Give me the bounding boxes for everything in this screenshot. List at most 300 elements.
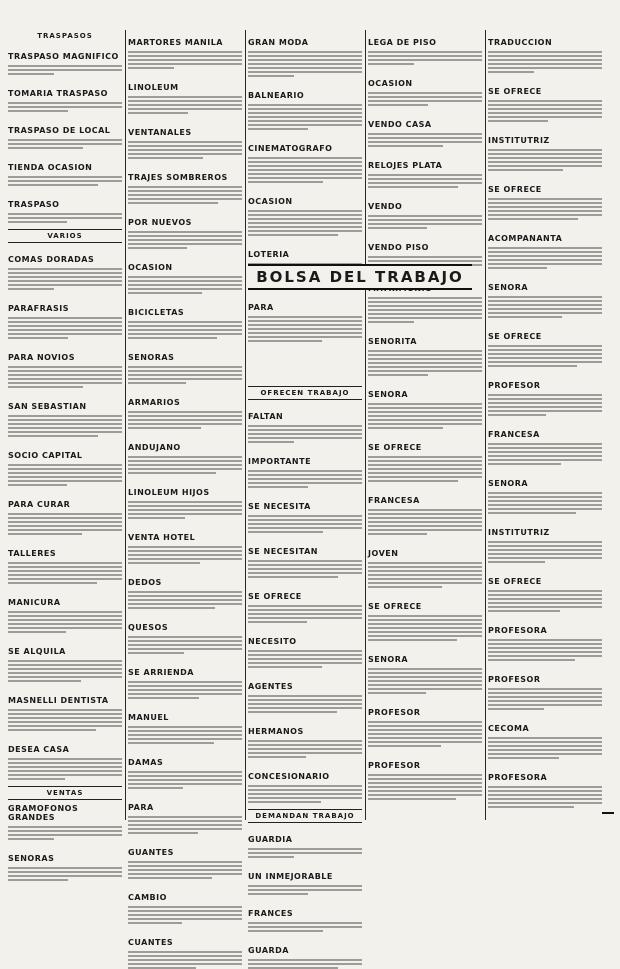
ad-text-line	[248, 926, 362, 928]
ad-lead-text: ARMARIOS	[128, 398, 181, 407]
ad-lead-text: GRAMOFONOS GRANDES	[8, 804, 79, 822]
ad-lead-text: SE OFRECE	[488, 577, 542, 586]
ad-text-line	[248, 340, 322, 342]
ad-text-line	[368, 141, 482, 143]
ad-lead-text: GUARDA	[248, 946, 289, 955]
ad-text-line	[128, 427, 201, 429]
ad-text-line	[128, 370, 242, 372]
ad-text-line	[368, 297, 482, 299]
ad-text-line	[248, 214, 362, 216]
ad-text-line	[368, 411, 482, 413]
classified-ad	[248, 764, 362, 803]
ad-text-line	[488, 55, 602, 57]
ad-lead-text: SE NECESITAN	[248, 547, 318, 556]
ad-text-line	[488, 308, 602, 310]
classified-ad	[368, 753, 482, 800]
ad-text-line	[488, 545, 602, 547]
ad-lead-text: SE OFRECE	[488, 332, 542, 341]
ad-lead-text: NECESITO	[248, 637, 297, 646]
ad-text-line	[488, 459, 602, 461]
ad-text-line	[368, 403, 482, 405]
ad-lead-text: SE OFRECE	[368, 443, 422, 452]
ad-text-line	[128, 100, 242, 102]
ad-text-line	[368, 521, 482, 523]
ad-text-line	[368, 782, 482, 784]
classified-ad	[488, 79, 602, 122]
ad-text-line	[8, 533, 82, 535]
ad-text-line	[128, 321, 242, 323]
classified-ad	[488, 422, 602, 465]
ad-text-line	[368, 366, 482, 368]
ad-lead-text: POR NUEVOS	[128, 218, 192, 227]
ad-lead-text: FRANCES	[248, 909, 294, 918]
ad-text-line	[488, 655, 602, 657]
ad-text-line	[488, 247, 602, 249]
ad-text-line	[248, 116, 362, 118]
ad-text-line	[248, 437, 362, 439]
ad-text-line	[128, 918, 242, 920]
ad-text-line	[128, 231, 242, 233]
ad-text-line	[248, 922, 362, 924]
ad-text-line	[368, 358, 482, 360]
ad-text-line	[488, 255, 602, 257]
ad-text-line	[8, 333, 122, 335]
ad-text-line	[368, 513, 482, 515]
ad-text-line	[128, 513, 242, 515]
ad-text-line	[248, 959, 362, 961]
ad-text-line	[128, 648, 242, 650]
ad-lead-text: FALTAN	[248, 412, 284, 421]
ad-text-line	[248, 666, 322, 668]
ad-text-line	[488, 394, 602, 396]
ad-text-line	[368, 468, 482, 470]
ad-lead-text: TOMARIA TRASPASO	[8, 89, 108, 98]
ad-lead-text: LINOLEUM HIJOS	[128, 488, 210, 497]
ad-text-line	[368, 619, 482, 621]
ad-text-line	[128, 726, 242, 728]
classified-ad	[488, 765, 602, 808]
ad-text-line	[128, 922, 182, 924]
classified-ad	[248, 827, 362, 858]
ad-text-line	[488, 700, 602, 702]
ad-text-line	[128, 775, 242, 777]
ad-text-line	[128, 112, 188, 114]
ad-text-line	[248, 662, 362, 664]
ad-text-line	[8, 717, 122, 719]
ad-text-line	[368, 178, 482, 180]
ad-lead-text: AGENTES	[248, 682, 294, 691]
ad-text-line	[368, 96, 482, 98]
classified-ad	[368, 700, 482, 747]
ad-text-line	[248, 316, 362, 318]
ad-text-line	[8, 419, 122, 421]
ad-text-line	[368, 786, 482, 788]
classified-ad	[488, 226, 602, 269]
ad-text-line	[248, 523, 362, 525]
ad-lead-text: SENORA	[368, 390, 409, 399]
ad-text-line	[368, 517, 482, 519]
ad-text-line	[128, 787, 183, 789]
ad-text-line	[8, 329, 122, 331]
ad-text-line	[488, 553, 602, 555]
ad-text-line	[488, 345, 602, 347]
ad-text-line	[248, 889, 362, 891]
classified-ad	[8, 590, 122, 633]
ad-lead-text: SENORITA	[368, 337, 417, 346]
section-heading: VENTAS	[8, 786, 122, 800]
ad-text-line	[248, 230, 362, 232]
ad-lead-text: TRASPASO	[8, 200, 60, 209]
ad-text-line	[8, 337, 68, 339]
ad-text-line	[8, 184, 98, 186]
ad-text-line	[368, 419, 482, 421]
ad-text-line	[248, 801, 321, 803]
classified-ad	[248, 719, 362, 758]
ad-text-line	[248, 234, 338, 236]
classified-ad	[368, 112, 482, 147]
ad-lead-text: LOTERIA	[248, 250, 290, 259]
ad-text-line	[8, 73, 54, 75]
ad-text-line	[128, 963, 242, 965]
ad-text-line	[248, 617, 362, 619]
ad-text-line	[8, 680, 81, 682]
section-heading: DEMANDAN TRABAJO	[248, 809, 362, 823]
ad-lead-text: PROFESOR	[488, 675, 541, 684]
ad-text-line	[128, 816, 242, 818]
ad-lead-text: OCASION	[128, 263, 173, 272]
ad-lead-text: TALLERES	[8, 549, 57, 558]
ad-lead-text: GRAN MODA	[248, 38, 309, 47]
ad-text-line	[8, 472, 122, 474]
ad-text-line	[8, 631, 66, 633]
ad-text-line	[248, 613, 362, 615]
ad-text-line	[488, 500, 602, 502]
ad-text-line	[128, 820, 242, 822]
ad-text-line	[248, 609, 362, 611]
ad-text-line	[248, 785, 362, 787]
ad-text-line	[368, 778, 482, 780]
page-mark	[602, 812, 614, 814]
ad-text-line	[8, 65, 122, 67]
ad-text-line	[488, 647, 602, 649]
ad-text-line	[488, 549, 602, 551]
ad-text-line	[488, 541, 602, 543]
ad-text-line	[368, 680, 482, 682]
ad-text-line	[8, 709, 122, 711]
ad-text-line	[8, 366, 122, 368]
classified-ad	[128, 210, 242, 249]
ad-text-line	[248, 474, 362, 476]
classified-ad	[8, 492, 122, 535]
classified-ad	[128, 30, 242, 69]
ad-text-line	[368, 745, 441, 747]
ad-text-line	[8, 288, 54, 290]
ad-text-line	[8, 867, 122, 869]
ad-text-line	[248, 531, 323, 533]
classified-ad	[8, 118, 122, 149]
ad-lead-text: MARTORES MANILA	[128, 38, 223, 47]
ad-text-line	[248, 157, 362, 159]
ad-text-line	[488, 165, 602, 167]
ad-text-line	[128, 738, 242, 740]
ad-text-line	[488, 59, 602, 61]
ad-text-line	[128, 869, 242, 871]
ad-text-line	[8, 427, 122, 429]
ad-text-line	[8, 721, 122, 723]
ad-text-line	[368, 737, 482, 739]
ad-lead-text: QUESOS	[128, 623, 169, 632]
ad-text-line	[368, 741, 482, 743]
ad-text-line	[368, 92, 482, 94]
ad-text-line	[368, 729, 482, 731]
ad-text-line	[128, 877, 212, 879]
ad-text-line	[488, 598, 602, 600]
ad-text-line	[128, 186, 242, 188]
ad-text-line	[8, 176, 122, 178]
ad-text-line	[368, 51, 482, 53]
ad-lead-text: CINEMATOGRAFO	[248, 144, 333, 153]
ad-text-line	[488, 108, 602, 110]
ad-text-line	[368, 309, 482, 311]
ad-text-line	[128, 562, 200, 564]
classifieds-page	[8, 30, 612, 955]
ad-text-line	[8, 106, 122, 108]
classified-ad	[8, 846, 122, 881]
ad-text-line	[488, 753, 602, 755]
ad-text-line	[248, 478, 362, 480]
ad-text-line	[368, 227, 427, 229]
ad-text-line	[248, 128, 308, 130]
classified-ad	[8, 639, 122, 682]
classified-ad	[8, 345, 122, 388]
ad-text-line	[8, 468, 122, 470]
ad-text-line	[248, 744, 362, 746]
ad-lead-text: FRANCESA	[368, 496, 420, 505]
ad-text-line	[368, 615, 482, 617]
ad-text-line	[368, 635, 482, 637]
ad-text-line	[128, 697, 199, 699]
ad-lead-text: SENORAS	[128, 353, 175, 362]
ad-text-line	[248, 63, 362, 65]
ad-text-line	[488, 116, 602, 118]
classified-ad	[248, 629, 362, 668]
classified-ad	[128, 345, 242, 384]
ad-text-line	[488, 402, 602, 404]
ad-text-line	[128, 824, 242, 826]
ad-text-line	[488, 794, 602, 796]
ad-text-line	[128, 554, 242, 556]
ad-text-line	[8, 102, 122, 104]
ad-text-line	[488, 790, 602, 792]
ad-text-line	[128, 951, 242, 953]
ad-text-line	[488, 304, 602, 306]
classified-ad	[128, 930, 242, 969]
ad-text-line	[488, 63, 602, 65]
ad-text-line	[368, 55, 482, 57]
ad-text-line	[248, 161, 362, 163]
ad-text-line	[8, 774, 122, 776]
ad-lead-text: INSTITUTRIZ	[488, 136, 550, 145]
ad-text-line	[488, 798, 602, 800]
ad-text-line	[8, 217, 122, 219]
ad-text-line	[248, 71, 362, 73]
classified-ad	[248, 30, 362, 77]
ad-text-line	[368, 684, 482, 686]
ad-text-line	[8, 623, 122, 625]
ad-text-line	[368, 219, 482, 221]
ad-text-line	[128, 558, 242, 560]
ad-text-line	[368, 774, 482, 776]
ad-text-line	[8, 729, 96, 731]
ad-text-line	[128, 509, 242, 511]
ad-text-line	[128, 423, 242, 425]
ad-lead-text: SE NECESITA	[248, 502, 311, 511]
ad-lead-text: MANUEL	[128, 713, 169, 722]
ad-text-line	[8, 517, 122, 519]
ad-text-line	[128, 599, 242, 601]
ad-text-line	[488, 365, 577, 367]
classified-ad	[488, 177, 602, 220]
classified-ad	[248, 404, 362, 443]
ad-lead-text: SOCIO CAPITAL	[8, 451, 83, 460]
classified-ad	[128, 885, 242, 924]
ad-text-line	[488, 606, 602, 608]
ad-lead-text: SE OFRECE	[248, 592, 302, 601]
ad-text-line	[248, 320, 362, 322]
ad-text-line	[248, 699, 362, 701]
classified-ad	[128, 120, 242, 159]
classified-ad	[128, 795, 242, 834]
classified-ad	[8, 192, 122, 223]
column-rule	[245, 30, 246, 820]
ad-text-line	[8, 778, 65, 780]
ad-text-line	[128, 419, 242, 421]
ad-text-line	[488, 153, 602, 155]
ad-text-line	[368, 582, 482, 584]
ad-text-line	[248, 324, 362, 326]
column-rule	[485, 30, 486, 820]
ad-text-line	[128, 141, 242, 143]
classified-ad	[368, 435, 482, 482]
ad-text-line	[8, 660, 122, 662]
ad-text-line	[488, 161, 602, 163]
ad-lead-text: PARA	[248, 303, 274, 312]
ad-text-line	[128, 153, 242, 155]
ad-text-line	[128, 55, 242, 57]
classified-ad	[248, 189, 362, 236]
ad-text-line	[248, 165, 362, 167]
classified-ad	[248, 295, 362, 342]
ad-text-line	[128, 517, 185, 519]
ad-text-line	[8, 213, 122, 215]
ad-text-line	[488, 802, 602, 804]
ad-lead-text: DAMAS	[128, 758, 164, 767]
ad-text-line	[128, 243, 242, 245]
ad-text-line	[128, 652, 184, 654]
ad-lead-text: TIENDA OCASION	[8, 163, 93, 172]
ad-text-line	[8, 676, 122, 678]
ad-text-line	[248, 336, 362, 338]
ad-text-line	[248, 654, 362, 656]
ad-text-line	[488, 451, 602, 453]
ad-text-line	[488, 786, 602, 788]
ad-lead-text: SE ALQUILA	[8, 647, 66, 656]
ad-text-line	[368, 725, 482, 727]
ad-text-line	[128, 910, 242, 912]
ad-text-line	[8, 566, 122, 568]
ad-text-line	[368, 133, 482, 135]
classified-ad	[128, 480, 242, 519]
ad-text-line	[488, 316, 562, 318]
ad-text-line	[8, 382, 122, 384]
classified-ad	[488, 373, 602, 416]
ad-text-line	[128, 779, 242, 781]
ad-text-line	[128, 734, 242, 736]
ad-text-line	[248, 707, 362, 709]
ad-text-line	[128, 472, 216, 474]
ad-text-line	[248, 218, 362, 220]
ad-text-line	[488, 557, 602, 559]
ad-lead-text: CUANTES	[128, 938, 174, 947]
classified-ad	[8, 296, 122, 339]
ad-lead-text: PARAFRASIS	[8, 304, 69, 313]
ad-text-line	[368, 798, 456, 800]
ad-lead-text: PARA CURAR	[8, 500, 71, 509]
ad-text-line	[8, 276, 122, 278]
ad-text-line	[128, 284, 242, 286]
ad-text-line	[248, 328, 362, 330]
ad-text-line	[248, 486, 308, 488]
ad-text-line	[368, 256, 482, 258]
classified-ad	[248, 494, 362, 533]
ad-text-line	[368, 301, 482, 303]
ad-text-line	[368, 223, 482, 225]
ad-text-line	[8, 838, 54, 840]
ad-lead-text: HERMANOS	[248, 727, 304, 736]
ad-text-line	[128, 693, 242, 695]
classified-ad	[368, 488, 482, 535]
ad-lead-text: SENORA	[368, 655, 409, 664]
ad-text-line	[248, 748, 362, 750]
ad-lead-text: PARA	[128, 803, 154, 812]
ad-text-line	[8, 431, 122, 433]
ad-text-line	[128, 378, 242, 380]
ad-text-line	[8, 570, 122, 572]
ad-text-line	[248, 429, 362, 431]
ad-text-line	[248, 59, 362, 61]
ad-text-line	[368, 362, 482, 364]
ad-lead-text: LEGA DE PISO	[368, 38, 437, 47]
ad-text-line	[488, 504, 602, 506]
ad-text-line	[488, 745, 602, 747]
ad-text-line	[368, 562, 482, 564]
classified-ad	[8, 44, 122, 75]
ad-text-line	[128, 288, 242, 290]
section-heading: OFRECEN TRABAJO	[248, 386, 362, 400]
ad-text-line	[488, 410, 602, 412]
ad-text-line	[128, 501, 242, 503]
ad-text-line	[488, 206, 602, 208]
ad-text-line	[128, 914, 242, 916]
ad-text-line	[248, 169, 362, 171]
ad-lead-text: BALNEARIO	[248, 91, 305, 100]
classified-ad	[8, 737, 122, 780]
ad-text-line	[488, 71, 534, 73]
ad-text-line	[488, 737, 602, 739]
classified-ad	[488, 128, 602, 171]
ad-text-line	[128, 460, 242, 462]
ad-text-line	[8, 280, 122, 282]
